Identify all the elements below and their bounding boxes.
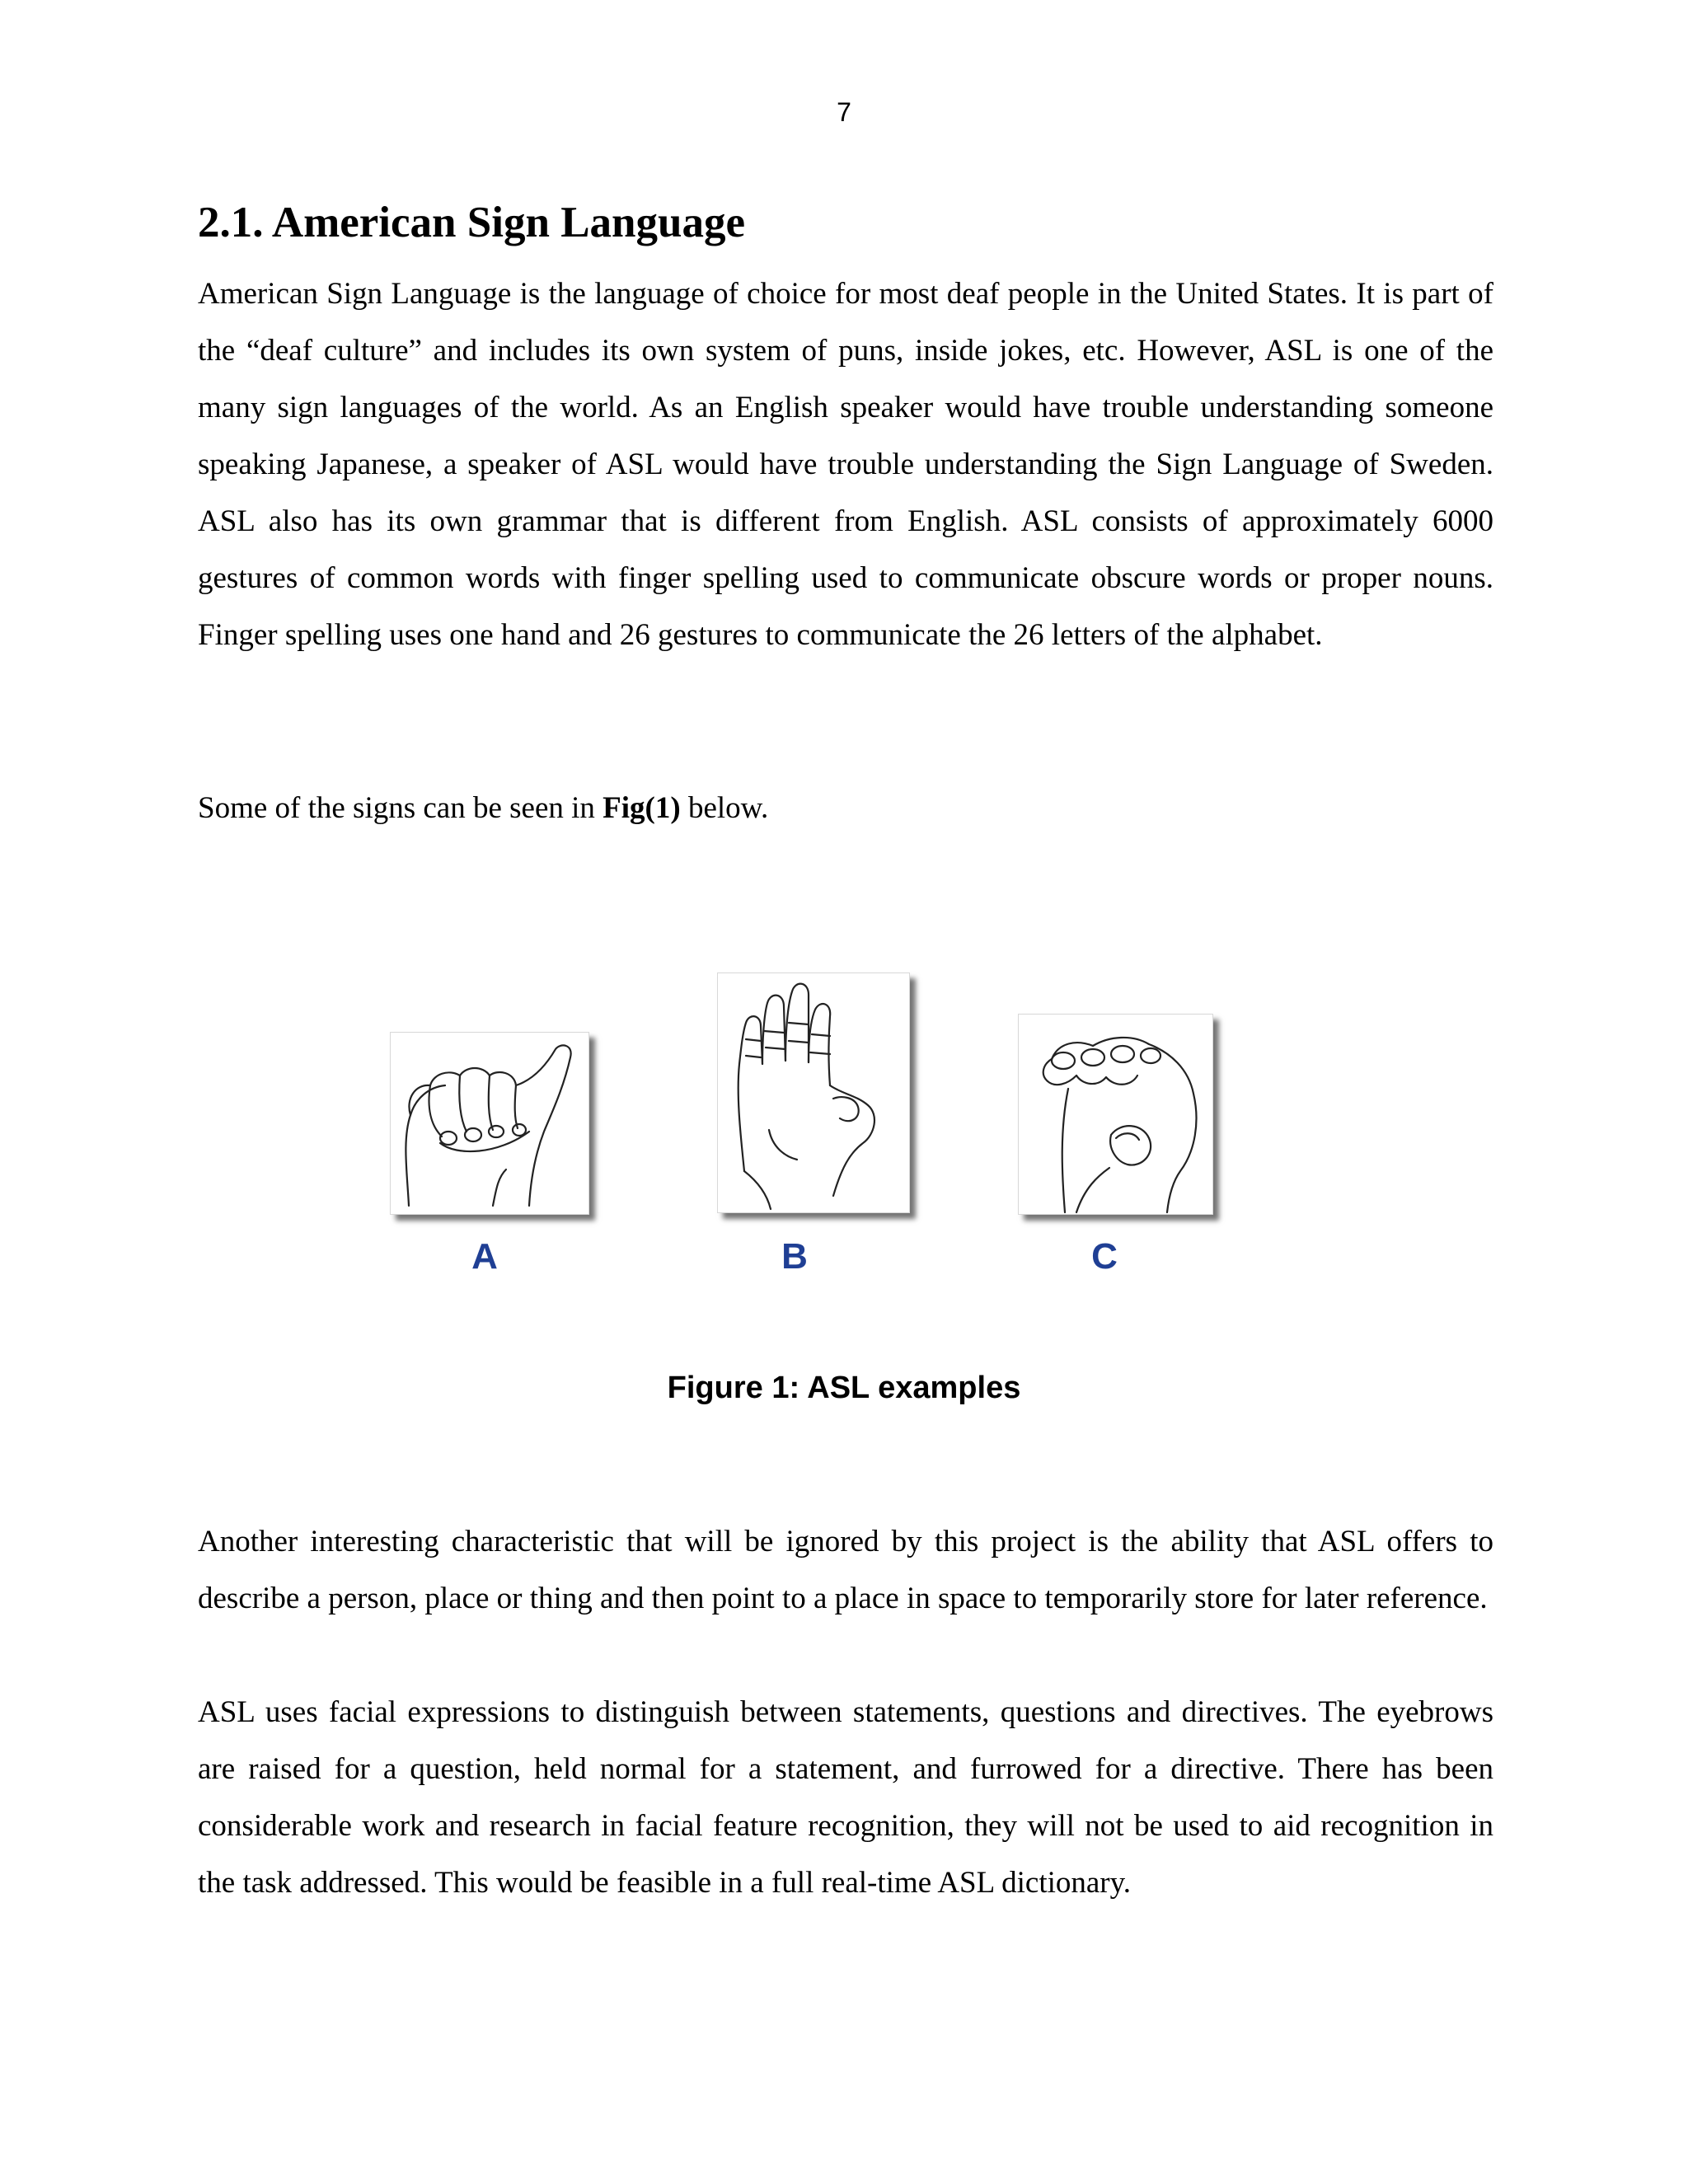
hand-sign-c-image xyxy=(1018,1014,1213,1215)
figure-letter-c: C xyxy=(1091,1236,1118,1277)
hand-sign-b-image xyxy=(717,972,910,1213)
figure-letter-b: B xyxy=(781,1236,808,1277)
figure-reference-text-before: Some of the signs can be seen in xyxy=(198,791,603,825)
hand-sign-c-drawing xyxy=(1019,1015,1212,1214)
paragraph-spatial-reference: Another interesting characteristic that will be ignored by this project is the ability that ASL offers to describe a person, place or thing and then point to a place in space to temporarily store for later reference. xyxy=(198,1525,1493,1615)
paragraph-intro: American Sign Language is the language of choice for most deaf people in the United States. It is part of the “deaf culture” and includes its own system of puns, inside jokes, etc. However, ASL is one of the many sign languages of the world. As an English speaker would have trouble understanding someone speaking Japanese, a speaker of ASL would have trouble understanding the Sign Language of Sweden. ASL also has its own grammar that is different from English. ASL consists of approximately 6000 gestures of common words with finger spelling used to communicate obscure words or proper nouns. Finger spelling uses one hand and 26 gestures to communicate the 26 letters of the alphabet. xyxy=(198,277,1493,652)
paragraph-facial-expressions: ASL uses facial expressions to distinguish between statements, questions and directives. The eyebrows are raised for a question, held normal for a statement, and furrowed for a directive. There has been considerable work and research in facial feature recognition, they will not be used to aid recognition in the task addressed. This would be feasible in a full real-time ASL dictionary. xyxy=(198,1695,1493,1900)
figure-caption: Figure 1: ASL examples xyxy=(667,1371,1021,1405)
hand-sign-a-image xyxy=(390,1032,589,1215)
paragraph-figure-reference xyxy=(198,780,1493,837)
figure-letter-a: A xyxy=(471,1236,498,1277)
hand-sign-b-drawing xyxy=(718,973,909,1212)
section-heading: 2.1. American Sign Language xyxy=(198,199,746,246)
figure-reference-text-after: below. xyxy=(680,791,769,825)
page-number: 7 xyxy=(837,97,851,127)
hand-sign-a-drawing xyxy=(391,1033,588,1214)
figure-reference-label: Fig(1) xyxy=(603,791,681,825)
